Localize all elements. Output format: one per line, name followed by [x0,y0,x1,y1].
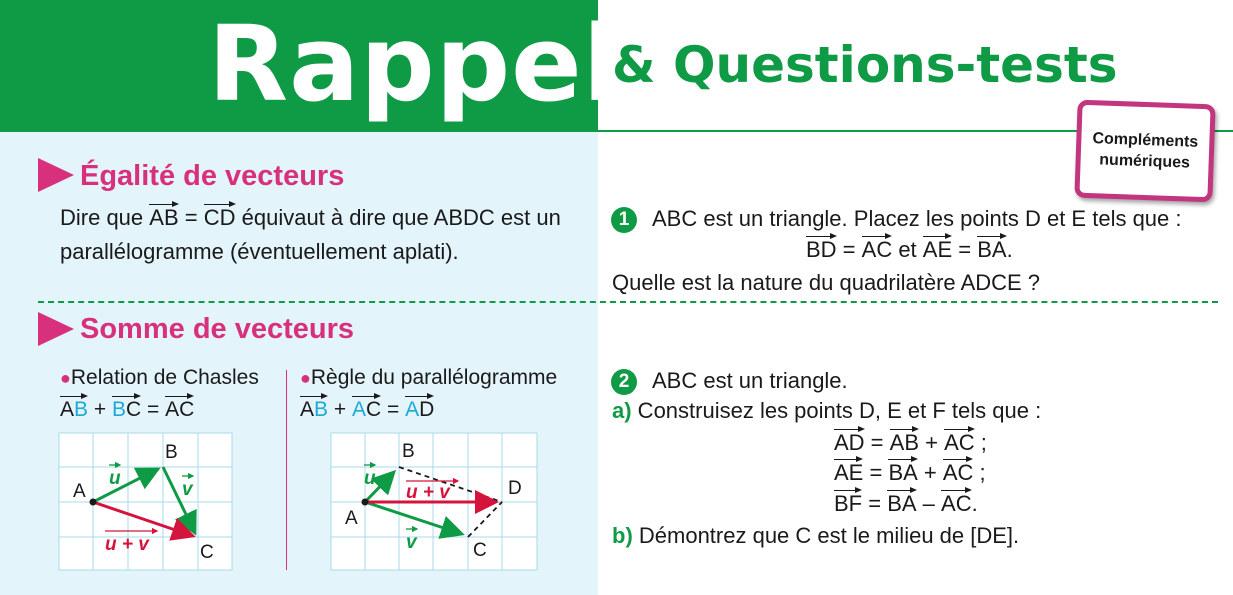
label-C: C [473,540,487,561]
chasles-formula: AB + BC = AC [60,392,194,423]
question-1-vectors: BD = AC et AE = BA. [806,232,1013,265]
dashed-divider [38,301,1218,303]
section1-line2: parallélogramme (éventuellement aplati). [60,239,459,264]
question-2-eq2: AE = BA + AC ; [834,455,986,488]
question-2-eq3: BF = BA – AC. [834,486,978,519]
page-subtitle: & Questions-tests [612,36,1118,94]
question-1-line1: ABC est un triangle. Placez les points D et E tels que : [652,206,1182,231]
badge-line-1: Compléments [1092,130,1199,151]
column-separator [286,370,287,570]
label-v: v [406,532,417,553]
section-title-egalite: Égalité de vecteurs [80,160,345,192]
label-A: A [345,508,358,529]
bullet-icon: ● [60,368,71,388]
question-2-part-a: a) Construisez les points D, E et F tels que : [612,398,1042,423]
label-B: B [402,441,415,462]
complements-numeriques-badge[interactable] [1074,100,1215,203]
header-rule [598,130,1078,132]
parallelogramme-formula: AB + AC = AD [300,392,434,423]
section1-line1: Dire que AB = CD équivaut à dire que ABDC est un [60,200,561,233]
label-B: B [165,442,178,463]
vector-CD: CD [204,200,236,228]
label-u: u [364,468,376,489]
label-A: A [73,481,86,502]
label-D: D [508,478,522,499]
label-sum: u + v [105,534,149,555]
page-title: Rappels [208,3,683,125]
question-1-line3: Quelle est la nature du quadrilatère ADCE ? [612,270,1041,295]
point-A [90,499,97,506]
vector-AB: AB [149,200,178,228]
question-1-number: 1 [611,207,637,233]
label-u: u [109,468,121,489]
label-C: C [200,542,214,563]
question-2-part-b: b) Démontrez que C est le milieu de [DE]. [612,523,1020,548]
question-2-line1: ABC est un triangle. [652,368,848,393]
section-arrow-icon [38,312,74,346]
point-A [362,499,369,506]
chasles-diagram [58,432,234,572]
parallelogramme-title: ●Règle du parallélogramme [300,366,558,389]
parallelogramme-diagram [330,432,540,572]
question-2-number: 2 [611,369,637,395]
bullet-icon: ● [300,368,311,388]
badge-line-2: numériques [1099,151,1191,172]
label-v: v [182,479,193,500]
section-title-somme: Somme de vecteurs [80,313,355,345]
label-sum: u + v [406,482,450,503]
chasles-title: ●Relation de Chasles [60,366,259,389]
section-arrow-icon [38,158,74,192]
question-2-eq1: AD = AB + AC ; [834,425,987,458]
